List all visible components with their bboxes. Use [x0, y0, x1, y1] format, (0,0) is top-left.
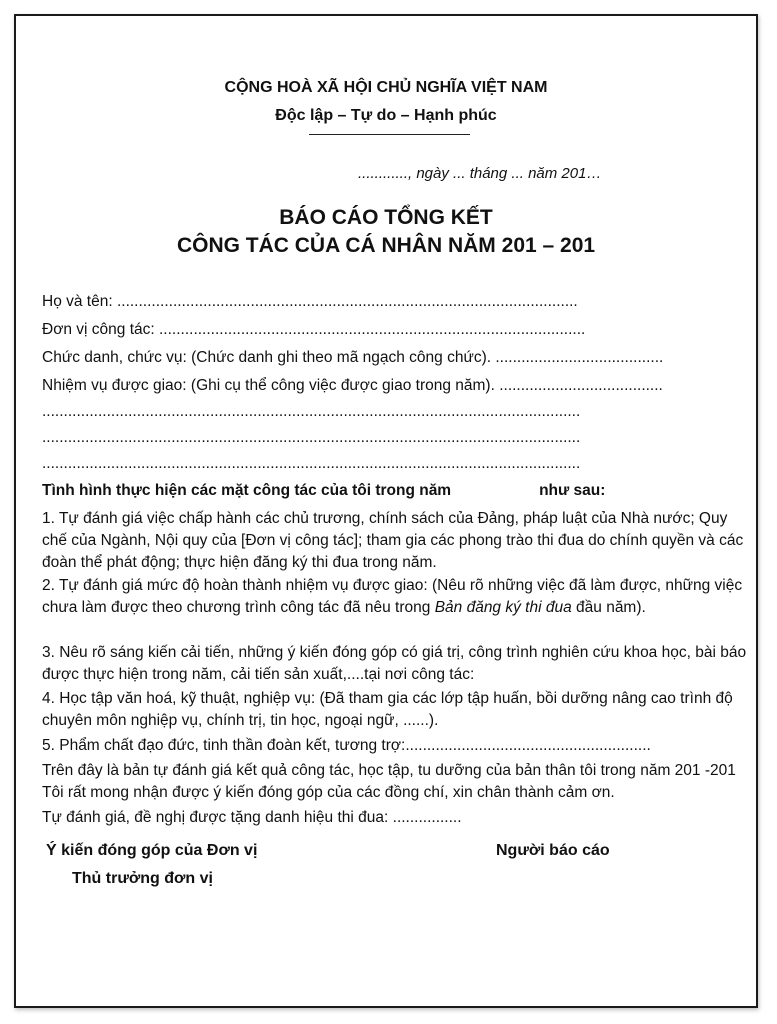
- item-2-end: đầu năm).: [571, 599, 646, 616]
- section-heading-suffix: như sau:: [539, 482, 606, 499]
- motto-underline: [309, 134, 470, 135]
- dotted-line: .............................................................................................................................: [42, 429, 581, 446]
- closing-paragraph: Trên đây là bản tự đánh giá kết quả công tác, học tập, tu dưỡng của bản thân tôi trong năm 201 -201 Tôi rất mong nhận được ý kiến đóng góp của các đồng chí, xin chân thành cảm ơn.: [42, 762, 736, 801]
- item-2: [42, 575, 754, 619]
- report-title-line1: BÁO CÁO TỔNG KẾT: [279, 206, 493, 229]
- item-5: 5. Phẩm chất đạo đức, tinh thần đoàn kết, tương trợ:.........................................................: [42, 737, 651, 754]
- dotted-line: .............................................................................................................................: [42, 455, 581, 472]
- item-2-emphasis: Bản đăng ký thi đua: [434, 599, 572, 616]
- report-title-line2: CÔNG TÁC CỦA CÁ NHÂN NĂM 201 – 201: [176, 234, 596, 257]
- document-page: [14, 14, 758, 1008]
- field-unit: Đơn vị công tác: ...................................................................................................: [42, 321, 586, 338]
- award-proposal: Tự đánh giá, đề nghị được tặng danh hiệu thi đua: ................: [42, 809, 462, 826]
- unit-head-label: Thủ trưởng đơn vị: [72, 870, 213, 887]
- item-2-text: 2. Tự đánh giá mức độ hoàn thành nhiệm vụ được giao: (Nêu rõ những việc đã làm được, những việc chưa làm được theo chương trình công tác đã nêu trong: [42, 577, 743, 616]
- field-name: Họ và tên: ...........................................................................................................: [42, 293, 578, 310]
- section-heading-text: Tình hình thực hiện các mặt công tác của tôi trong năm: [42, 482, 452, 499]
- dotted-line: .............................................................................................................................: [42, 403, 581, 420]
- nation-header: CỘNG HOÀ XÃ HỘI CHỦ NGHĨA VIỆT NAM: [224, 79, 548, 96]
- field-position: Chức danh, chức vụ: (Chức danh ghi theo mã ngạch công chức). .......................................: [42, 349, 664, 366]
- motto: Độc lập – Tự do – Hạnh phúc: [275, 107, 497, 124]
- field-duty: Nhiệm vụ được giao: (Ghi cụ thể công việc được giao trong năm). ......................................: [42, 377, 663, 394]
- item-1: 1. Tự đánh giá việc chấp hành các chủ trương, chính sách của Đảng, pháp luật của Nhà nước; Quy chế của Ngành, Nội quy của [Đơn vị công tác]; tham gia các phong trào thi đua do chính quyền và các đoàn thể phát động; thực hiện đăng ký thi đua trong năm.: [42, 510, 744, 571]
- item-4: 4. Học tập văn hoá, kỹ thuật, nghiệp vụ: (Đã tham gia các lớp tập huấn, bồi dưỡng nâng cao trình độ chuyên môn nghiệp vụ, chính trị, tin học, ngoại ngữ, ......).: [42, 690, 733, 729]
- dateline: ............, ngày ... tháng ... năm 201…: [358, 165, 602, 182]
- item-3: 3. Nêu rõ sáng kiến cải tiến, những ý kiến đóng góp có giá trị, công trình nghiên cứu khoa học, bài báo được thực hiện trong năm, cải tiến sản xuất,....tại nơi công tác:: [42, 644, 747, 683]
- reporter-label: Người báo cáo: [496, 842, 610, 859]
- unit-opinion-label: Ý kiến đóng góp của Đơn vị: [46, 842, 258, 859]
- section-heading: [42, 482, 605, 500]
